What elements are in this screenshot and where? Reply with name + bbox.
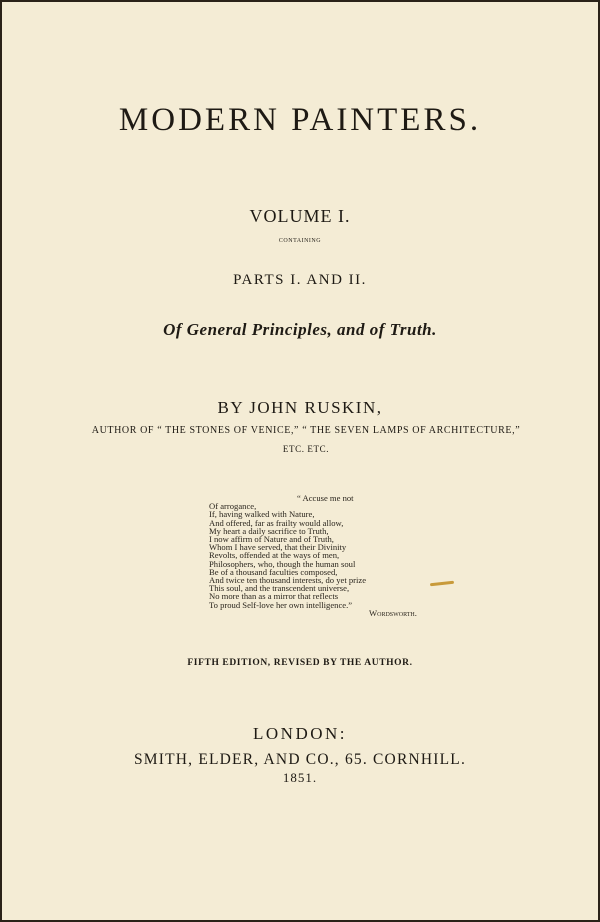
edition-note: FIFTH EDITION, REVISED BY THE AUTHOR. (187, 658, 413, 668)
author-credits-etc: ETC. ETC. (282, 444, 330, 454)
containing-label: CONTAINING (278, 238, 322, 244)
book-title: MODERN PAINTERS. (118, 102, 482, 138)
epigraph-line: No more than as a mirror that reflects (209, 591, 339, 602)
epigraph-line: To proud Self-love her own intelligence.” (209, 599, 353, 610)
epigraph (209, 494, 417, 617)
epigraph-attribution: Wordsworth. (369, 607, 417, 618)
epigraph-line: I now affirm of Nature and of Truth, (209, 534, 334, 545)
paper-stain (430, 581, 454, 586)
epigraph-line: Be of a thousand faculties composed, (209, 566, 338, 577)
author-byline: BY JOHN RUSKIN, (217, 398, 383, 417)
epigraph-line: Of arrogance, (209, 501, 257, 512)
epigraph-line: Whom I have served, that their Divinity (209, 542, 347, 553)
publication-place: LONDON: (253, 724, 347, 743)
publication-year: 1851. (282, 770, 318, 785)
epigraph-line: This soul, and the transcendent universe, (209, 583, 350, 594)
epigraph-line: And offered, far as frailty would allow, (209, 517, 344, 528)
volume-label: VOLUME I. (249, 206, 351, 226)
subtitle: Of General Principles, and of Truth. (163, 320, 437, 339)
publisher: SMITH, ELDER, AND CO., 65. CORNHILL. (133, 751, 467, 768)
epigraph-line: Philosophers, who, though the human soul (209, 558, 356, 569)
parts-label: PARTS I. AND II. (233, 272, 367, 288)
epigraph-line: If, having walked with Nature, (209, 509, 315, 520)
epigraph-line: “ Accuse me not (297, 493, 354, 503)
title-page (2, 2, 598, 920)
epigraph-line: And twice ten thousand interests, do yet prize (209, 575, 367, 586)
epigraph-line: My heart a daily sacrifice to Truth, (209, 525, 329, 536)
epigraph-line: Revolts, offended at the ways of men, (209, 550, 340, 561)
author-credits: AUTHOR OF “ THE STONES OF VENICE,” “ THE SEVEN LAMPS OF ARCHITECTURE,” (91, 425, 521, 436)
